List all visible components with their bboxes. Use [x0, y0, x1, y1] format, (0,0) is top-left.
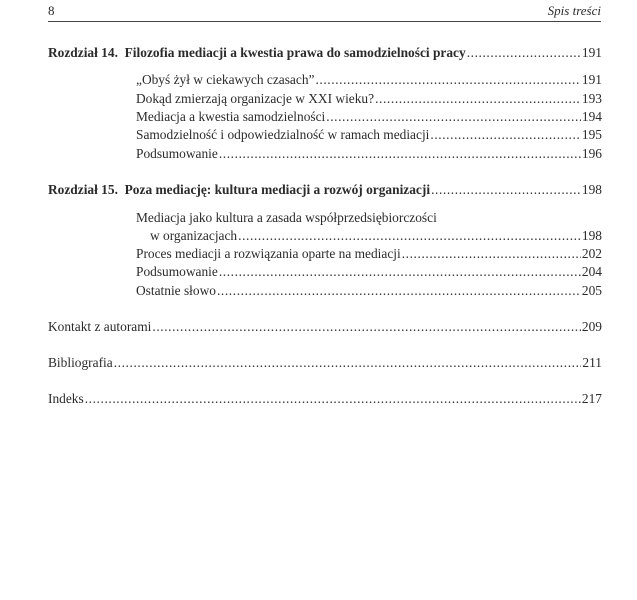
toc-entry-title: Podsumowanie — [136, 264, 218, 279]
leader-dots — [375, 91, 581, 107]
leader-dots — [219, 264, 581, 280]
toc-entry-contact — [48, 319, 602, 335]
toc-entry-page: 195 — [581, 127, 602, 142]
toc-entry — [136, 146, 602, 162]
toc-entry-title: Samodzielność i odpowiedzialność w ramach mediacji — [136, 127, 430, 142]
toc-entry-page: 209 — [581, 319, 602, 334]
toc-entry-title: w organizacjach — [150, 228, 238, 243]
toc-entry-title: Podsumowanie — [136, 146, 218, 161]
toc-entry-page: 202 — [581, 246, 602, 261]
leader-dots — [85, 391, 581, 407]
toc-entry-title-line1: Mediacja jako kultura a zasada współprzedsiębiorczości — [136, 210, 437, 225]
chapter-14-entry — [48, 45, 602, 61]
leader-dots — [114, 355, 582, 371]
leader-dots — [219, 146, 581, 162]
toc-entry — [136, 127, 602, 143]
toc-entry — [150, 228, 602, 244]
toc-entry-title: „Obyś żył w ciekawych czasach” — [136, 72, 315, 87]
toc-entry-page: 198 — [581, 228, 602, 243]
leader-dots — [217, 283, 581, 299]
toc-entry-bibliography — [48, 355, 602, 371]
leader-dots — [238, 228, 581, 244]
chapter-14-label: Rozdział 14. Filozofia mediacji a kwestia prawa do samodzielności pracy — [48, 45, 466, 60]
toc-entry-page: 194 — [581, 109, 602, 124]
toc-entry-title: Indeks — [48, 391, 84, 406]
leader-dots — [152, 319, 581, 335]
section-title: Spis treści — [547, 3, 601, 18]
toc-entry-page: 193 — [581, 91, 602, 106]
toc-entry-title: Proces mediacji a rozwiązania oparte na mediacji — [136, 246, 401, 261]
toc-entry-index — [48, 391, 602, 407]
leader-dots — [431, 182, 581, 198]
toc-entry — [136, 72, 602, 88]
toc-entry-page: 217 — [581, 391, 602, 406]
toc-entry-page: 196 — [581, 146, 602, 161]
toc-entry — [136, 283, 602, 299]
chapter-15-label: Rozdział 15. Poza mediację: kultura mediacji a rozwój organizacji — [48, 182, 431, 197]
toc-entry — [136, 264, 602, 280]
toc-entry — [136, 246, 602, 262]
toc-entry-title: Kontakt z autorami — [48, 319, 152, 334]
leader-dots — [326, 109, 581, 125]
leader-dots — [402, 246, 581, 262]
toc-entry-page: 211 — [582, 355, 602, 370]
toc-entry-title: Bibliografia — [48, 355, 113, 370]
chapter-15-entry — [48, 182, 602, 198]
toc-entry-page: 191 — [581, 72, 602, 87]
toc-entry-title: Dokąd zmierzają organizacje w XXI wieku? — [136, 91, 375, 106]
leader-dots — [467, 45, 581, 61]
leader-dots — [430, 127, 581, 143]
page-number: 8 — [48, 3, 55, 18]
toc-entry-title: Ostatnie słowo — [136, 283, 216, 298]
running-header — [48, 2, 601, 22]
toc-entry-page: 204 — [581, 264, 602, 279]
chapter-15-page: 198 — [581, 182, 602, 197]
toc-entry-page: 205 — [581, 283, 602, 298]
leader-dots — [315, 72, 580, 88]
toc-entry-title: Mediacja a kwestia samodzielności — [136, 109, 326, 124]
chapter-14-page: 191 — [581, 45, 602, 60]
toc-entry — [136, 91, 602, 107]
toc-entry — [136, 109, 602, 125]
